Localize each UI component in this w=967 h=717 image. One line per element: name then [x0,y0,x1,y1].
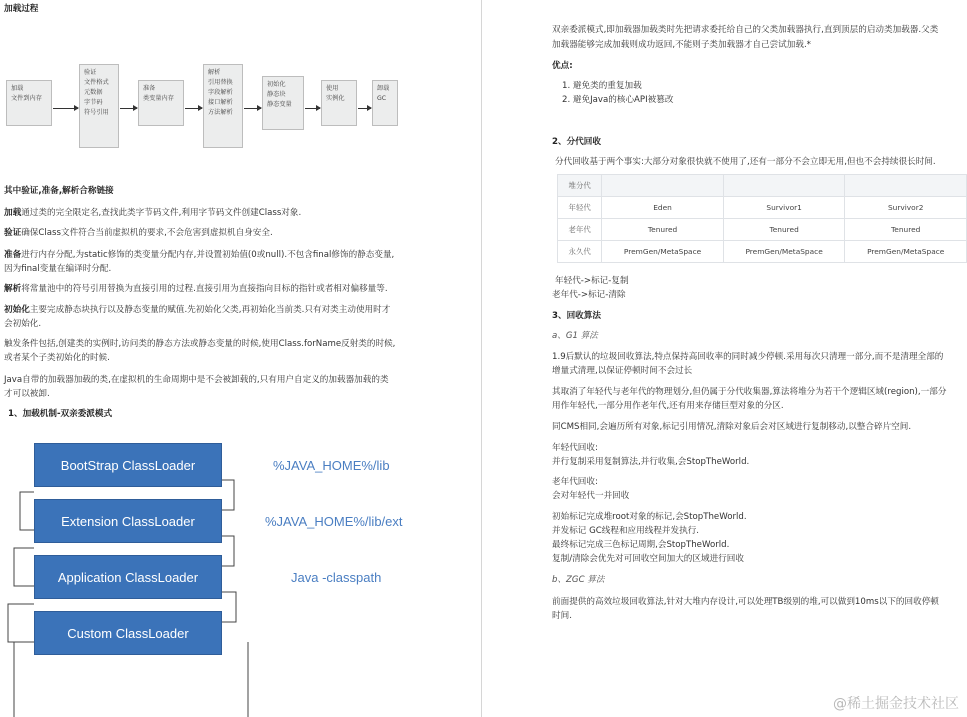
paragraph-delegation-cont: 加载器能够完成加载则成功返回,不能则子类加载器才自己尝试加载.* [552,40,811,50]
table-cell: 永久代 [558,241,602,263]
table-cell [723,175,845,197]
connector-line [222,536,234,566]
table-cell: Tenured [723,219,845,241]
extension-path-label: %JAVA_HOME%/lib/ext [265,514,403,529]
paragraph-unload-cont: 才可以被卸. [4,389,50,399]
table-cell: PremGen/MetaSpace [723,241,845,263]
table-cell: Tenured [602,219,724,241]
table-cell: PremGen/MetaSpace [845,241,967,263]
application-classloader-box: Application ClassLoader [34,555,222,599]
bootstrap-classloader-box: BootStrap ClassLoader [34,443,222,487]
subsection-title: 1、加载机制-双亲委派模式 [8,409,113,419]
flow-arrow [120,108,137,109]
young-gen-note: 年轻代->标记-复制 [555,276,629,286]
connector-line [222,480,234,510]
advantages-title: 优点: [552,61,573,71]
young-gc-text: 并行复制采用复制算法,并行收集,会StopTheWorld. [552,457,750,467]
paragraph-unload: Java自带的加载器加载的类,在虚拟机的生命周期中是不会被卸载的,只有用户自定义的加载器加载的类 [4,375,389,385]
gc-step: 最终标记完成三色标记周期,会StopTheWorld. [552,540,730,550]
paragraph-g1-region: 其取消了年轻代与老年代的物理划分,但仍属于分代收集器,算法将堆分为若干个逻辑区域(region),一部分 [552,387,947,397]
gc-step: 初始标记完成堆root对象的标记,会StopTheWorld. [552,512,747,522]
section-heading: 加载过程 [4,4,39,14]
table-cell: Eden [602,197,724,219]
paragraph-g1-cont: 增量式清理,以保证停顿时间不会过长 [552,366,693,376]
table-cell: Survivor1 [723,197,845,219]
connector-line [14,548,34,586]
application-path-label: Java -classpath [291,570,382,585]
flow-arrow [358,108,371,109]
old-gen-note: 老年代->标记-清除 [552,290,626,300]
table-header-row [558,175,967,197]
paragraph-generational: 分代回收基于两个事实:大部分对象很快就不使用了,还有一部分不会立即无用,但也不会持续很长时间. [555,157,936,167]
paragraph-g1: 1.9后默认的垃圾回收算法,特点保持高回收率的同时减少停顿.采用每次只清理一部分,而不是清理全部的 [552,352,944,362]
flow-step-use: 使用 实例化 [321,80,357,126]
flow-arrow [244,108,261,109]
subsection-title: 2、分代回收 [552,137,601,147]
flow-arrow [305,108,320,109]
connector-line [20,492,34,530]
table-cell [845,175,967,197]
paragraph-init-cont: 会初始化. [4,319,42,329]
old-gc-text: 会对年轻代一并回收 [552,491,630,501]
connector-line [222,592,236,622]
flow-step-unload: 卸载 GC [372,80,398,126]
table-row [558,219,967,241]
extension-classloader-box: Extension ClassLoader [34,499,222,543]
flow-step-verify: 验证 文件格式 元数据 字节码 符号引用 [79,64,119,148]
paragraph-zgc-cont: 时间. [552,611,572,621]
advantage-item: 2. 避免Java的核心API被篡改 [562,95,674,105]
flow-step-load: 加载 文件到内存 [6,80,52,126]
table-row [558,241,967,263]
paragraph-delegation: 双亲委派模式,即加载器加载类时先把请求委托给自己的父类加载器执行,直到顶层的启动类加载器.父类 [552,25,939,35]
paragraph-trigger: 触发条件包括,创建类的实例时,访问类的静态方法或静态变量的时候,使用Class.forName反射类的时候, [4,339,396,349]
subsection-title: 3、回收算法 [552,311,601,321]
paragraph-zgc: 前面提供的高效垃圾回收算法,针对大堆内存设计,可以处理TB级别的堆,可以做到10ms以下的回收停顿 [552,597,939,607]
loading-flowchart [6,60,406,155]
gc-step: 复制/清除会优先对可回收空间加大的区域进行回收 [552,554,744,564]
paragraph-init: 初始化主要完成静态块执行以及静态变量的赋值.先初始化父类,再初始化当前类.只有对类主动使用时才 [4,305,391,315]
flow-arrow [53,108,78,109]
right-page [484,0,967,717]
heap-generation-table [557,174,967,263]
advantage-item: 1. 避免类的重复加载 [562,81,642,91]
flow-arrow [185,108,202,109]
flow-step-prepare: 准备 类变量内存 [138,80,184,126]
paragraph-g1-region-cont: 用作年轻代,一部分用作老年代,还有用来存储巨型对象的分区. [552,401,784,411]
paragraph-prepare-cont: 因为final变量在编译时分配. [4,264,112,274]
connector-line [8,604,34,642]
flow-step-init: 初始化 静态块 静态变量 [262,76,304,130]
algorithm-title-zgc: b、ZGC 算法 [552,575,605,585]
page-divider [481,0,482,717]
gc-step: 并发标记 GC线程和应用线程并发执行. [552,526,700,536]
table-row [558,197,967,219]
table-cell: PremGen/MetaSpace [602,241,724,263]
custom-classloader-box: Custom ClassLoader [34,611,222,655]
algorithm-title-g1: a、G1 算法 [552,331,598,341]
table-cell: 年轻代 [558,197,602,219]
paragraph-prepare: 准备进行内存分配,为static修饰的类变量分配内存,并设置初始值(0或null).不包含final修饰的静态变量, [4,250,395,260]
table-cell: Survivor2 [845,197,967,219]
paragraph-trigger-cont: 或者某个子类初始化的时候. [4,353,110,363]
watermark: @稀土掘金技术社区 [833,696,959,712]
paragraph-verify: 验证确保Class文件符合当前虚拟机的要求,不会危害到虚拟机自身安全. [4,228,273,238]
left-page [0,0,478,717]
paragraph-resolve: 解析将常量池中的符号引用替换为直接引用的过程.直接引用为直接指向目标的指针或者相对偏移量等. [4,284,388,294]
young-gc-title: 年轻代回收: [552,443,598,453]
table-cell [602,175,724,197]
paragraph-load: 加载通过类的完全限定名,查找此类字节码文件,利用字节码文件创建Class对象. [4,208,302,218]
table-cell: 老年代 [558,219,602,241]
bootstrap-path-label: %JAVA_HOME%/lib [273,458,390,473]
paragraph-link: 其中验证,准备,解析合称链接 [4,186,114,196]
table-cell: Tenured [845,219,967,241]
table-cell: 堆分代 [558,175,602,197]
paragraph-g1-cms: 同CMS相同,会遍历所有对象,标记引用情况,清除对象后会对区域进行复制移动,以整合碎片空间. [552,422,912,432]
flow-step-resolve: 解析 引用替换 字段解析 接口解析 方法解析 [203,64,243,148]
old-gc-title: 老年代回收: [552,477,598,487]
